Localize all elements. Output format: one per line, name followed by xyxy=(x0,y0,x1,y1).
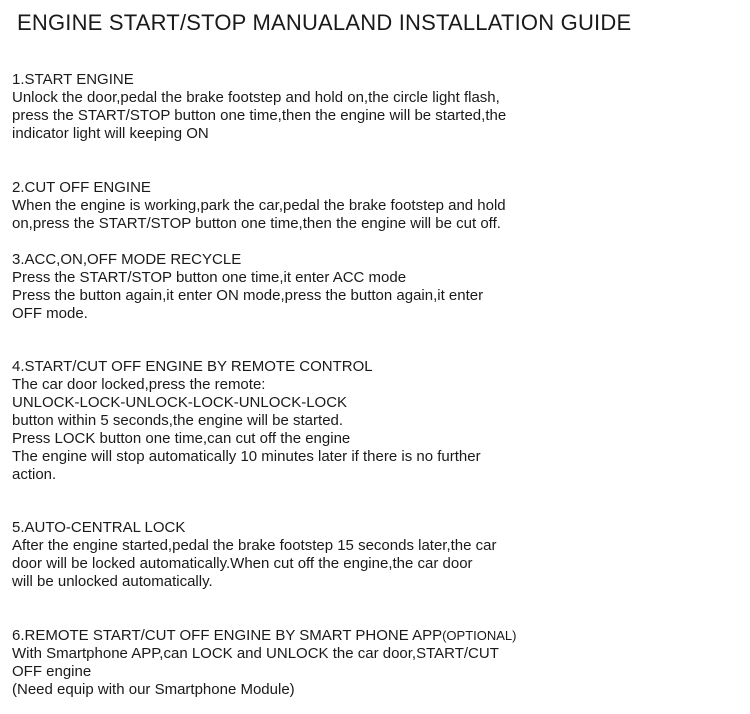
section-line: will be unlocked automatically. xyxy=(12,573,213,590)
section-line: Press the START/STOP button one time,it enter ACC mode xyxy=(12,269,407,286)
section-line: When the engine is working,park the car,pedal the brake footstep and hold xyxy=(12,197,506,214)
section-line: With Smartphone APP,can LOCK and UNLOCK the car door,START/CUT xyxy=(12,645,499,662)
section-line: button within 5 seconds,the engine will be started. xyxy=(12,412,344,429)
section-heading xyxy=(12,627,742,645)
section-heading: 1.START ENGINE xyxy=(12,71,134,88)
section-line: UNLOCK-LOCK-UNLOCK-LOCK-UNLOCK-LOCK xyxy=(12,394,348,411)
section-line: OFF mode. xyxy=(12,305,88,322)
section-auto-central-lock xyxy=(12,519,742,591)
section-line: The engine will stop automatically 10 minutes later if there is no further xyxy=(12,448,481,465)
section-line: press the START/STOP button one time,then the engine will be started,the xyxy=(12,107,507,124)
section-line: OFF engine xyxy=(12,663,92,680)
section-heading: 4.START/CUT OFF ENGINE BY REMOTE CONTROL xyxy=(12,358,373,375)
section-line: on,press the START/STOP button one time,then the engine will be cut off. xyxy=(12,215,501,232)
page-title: ENGINE START/STOP MANUALAND INSTALLATION GUIDE xyxy=(17,10,632,35)
section-line: Press LOCK button one time,can cut off the engine xyxy=(12,430,351,447)
section-heading-text: 6.REMOTE START/CUT OFF ENGINE BY SMART PHONE APP xyxy=(12,627,443,644)
section-heading: 5.AUTO-CENTRAL LOCK xyxy=(12,519,186,536)
section-line: Unlock the door,pedal the brake footstep and hold on,the circle light flash, xyxy=(12,89,500,106)
section-smartphone-app xyxy=(12,627,742,699)
section-line: After the engine started,pedal the brake footstep 15 seconds later,the car xyxy=(12,537,497,554)
section-line: action. xyxy=(12,466,57,483)
section-heading: 3.ACC,ON,OFF MODE RECYCLE xyxy=(12,251,242,268)
section-start-engine xyxy=(12,71,742,143)
section-cut-off-engine xyxy=(12,179,742,233)
section-line: door will be locked automatically.When cut off the engine,the car door xyxy=(12,555,473,572)
section-heading: 2.CUT OFF ENGINE xyxy=(12,179,151,196)
section-line: Press the button again,it enter ON mode,press the button again,it enter xyxy=(12,287,484,304)
section-line: (Need equip with our Smartphone Module) xyxy=(12,681,295,698)
section-line: The car door locked,press the remote: xyxy=(12,376,266,393)
section-remote-control xyxy=(12,358,742,484)
section-line: indicator light will keeping ON xyxy=(12,125,209,142)
section-mode-recycle xyxy=(12,251,742,323)
optional-label: (OPTIONAL) xyxy=(442,628,517,643)
